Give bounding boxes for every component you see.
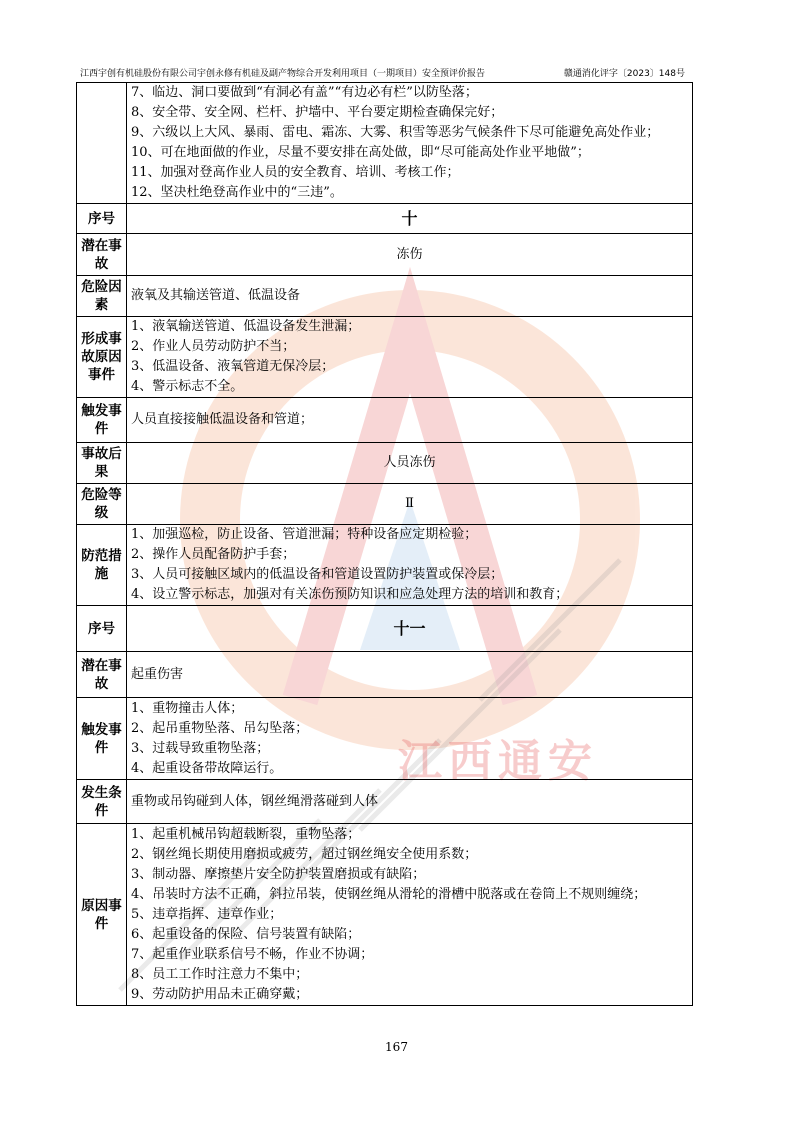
hazard-factor-value: 液氧及其输送管道、低温设备: [127, 276, 693, 317]
list-item: 1、加强巡检，防止设备、管道泄漏；特种设备应定期检验；: [131, 527, 478, 542]
table-row: [77, 83, 693, 204]
trigger-event-label: 触发事件: [77, 398, 127, 443]
seq-label: 序号: [77, 606, 127, 652]
list-item: 8、安全带、安全网、栏杆、护墙中、平台要定期检查确保完好；: [131, 105, 504, 120]
list-item: 4、起重设备带故障运行。: [131, 760, 283, 776]
trigger-event-value: 人员直接接触低温设备和管道；: [127, 398, 693, 443]
potential-accident-value: 起重伤害: [127, 652, 693, 698]
table-row: [77, 606, 693, 652]
list-item: 9、劳动防护用品未正确穿戴；: [131, 986, 309, 1002]
trigger-event-list: [127, 698, 693, 780]
continuation-measures-cell: [127, 83, 693, 204]
table-row: [77, 443, 693, 484]
cause-event-list: [127, 824, 693, 1006]
header-report-title: 江西宇创有机硅股份有限公司宇创永修有机硅及副产物综合开发利用项目（一期项目）安全预评价报告: [80, 69, 486, 79]
table-row: [77, 276, 693, 317]
list-item: 2、起吊重物坠落、吊勾坠落；: [131, 720, 309, 736]
table-row: [77, 317, 693, 398]
table-row: [77, 398, 693, 443]
seq-value: 十一: [127, 606, 693, 652]
table-row: [77, 204, 693, 234]
risk-analysis-table: [76, 82, 693, 1006]
list-item: 3、人员可接触区域内的低温设备和管道设置防护装置或保冷层；: [131, 567, 504, 582]
list-item: 2、作业人员劳动防护不当；: [131, 339, 296, 354]
occurrence-condition-value: 重物或吊钩碰到人体，钢丝绳滑落碰到人体: [127, 780, 693, 824]
hazard-level-value: Ⅱ: [127, 484, 693, 525]
seq-label: 序号: [77, 204, 127, 234]
table-row: [77, 780, 693, 824]
potential-accident-value: 冻伤: [127, 234, 693, 276]
list-item: 7、临边、洞口要做到“有洞必有盖”“有边必有栏”以防坠落；: [131, 85, 478, 100]
list-item: 6、起重设备的保险、信号装置有缺陷；: [131, 926, 361, 942]
cause-event-label: 原因事件: [77, 824, 127, 1006]
list-item: 11、加强对登高作业人员的安全教育、培训、考核工作；: [131, 165, 460, 180]
table-row: [77, 824, 693, 1006]
table-row: [77, 698, 693, 780]
table-row: [77, 652, 693, 698]
consequence-label: 事故后果: [77, 443, 127, 484]
table-row: [77, 484, 693, 525]
list-item: 4、设立警示标志，加强对有关冻伤预防知识和应急处理方法的培训和教育；: [131, 587, 569, 602]
table-row: [77, 234, 693, 276]
occurrence-condition-label: 发生条件: [77, 780, 127, 824]
table-row: [77, 525, 693, 606]
hazard-factor-label: 危险因素: [77, 276, 127, 317]
prevention-label: 防范措施: [77, 525, 127, 606]
list-item: 3、制动器、摩擦垫片安全防护装置磨损或有缺陷；: [131, 866, 426, 882]
page-header: [76, 66, 693, 83]
list-item: 10、可在地面做的作业，尽量不要安排在高处做，即“尽可能高处作业平地做”；: [131, 145, 590, 160]
list-item: 5、违章指挥、违章作业；: [131, 906, 283, 922]
hazard-level-label: 危险等级: [77, 484, 127, 525]
prevention-list: [127, 525, 693, 606]
list-item: 1、起重机械吊钩超载断裂，重物坠落；: [131, 826, 361, 842]
list-item: 2、操作人员配备防护手套；: [131, 547, 296, 562]
cause-event-list: [127, 317, 693, 398]
header-report-number: 赣通消化评字〔2023〕148号: [563, 69, 685, 79]
list-item: 7、起重作业联系信号不畅，作业不协调；: [131, 946, 374, 962]
list-item: 3、低温设备、液氧管道无保冷层；: [131, 359, 335, 374]
potential-accident-label: 潜在事故: [77, 234, 127, 276]
list-item: 4、吊装时方法不正确，斜拉吊装，使钢丝绳从滑轮的滑槽中脱落或在卷筒上不规则缠绕；: [131, 886, 647, 902]
list-item: 12、坚决杜绝登高作业中的“三违”。: [131, 185, 343, 200]
list-item: 1、重物撞击人体；: [131, 700, 244, 716]
consequence-value: 人员冻伤: [127, 443, 693, 484]
list-item: 3、过载导致重物坠落；: [131, 740, 270, 756]
list-item: 1、液氧输送管道、低温设备发生泄漏；: [131, 319, 361, 334]
potential-accident-label: 潜在事故: [77, 652, 127, 698]
cause-event-label: 形成事故原因事件: [77, 317, 127, 398]
list-item: 8、员工工作时注意力不集中；: [131, 966, 309, 982]
trigger-event-label: 触发事件: [77, 698, 127, 780]
seq-value: 十: [127, 204, 693, 234]
list-item: 4、警示标志不全。: [131, 379, 244, 394]
list-item: 2、钢丝绳长期使用磨损或疲劳，超过钢丝绳安全使用系数；: [131, 846, 478, 862]
page-number: 167: [385, 1040, 408, 1054]
list-item: 9、六级以上大风、暴雨、雷电、霜冻、大雾、积雪等恶劣气候条件下尽可能避免高处作业；: [131, 125, 660, 140]
watermark-text: 江西通安: [398, 736, 598, 787]
empty-label-cell: [77, 83, 127, 204]
